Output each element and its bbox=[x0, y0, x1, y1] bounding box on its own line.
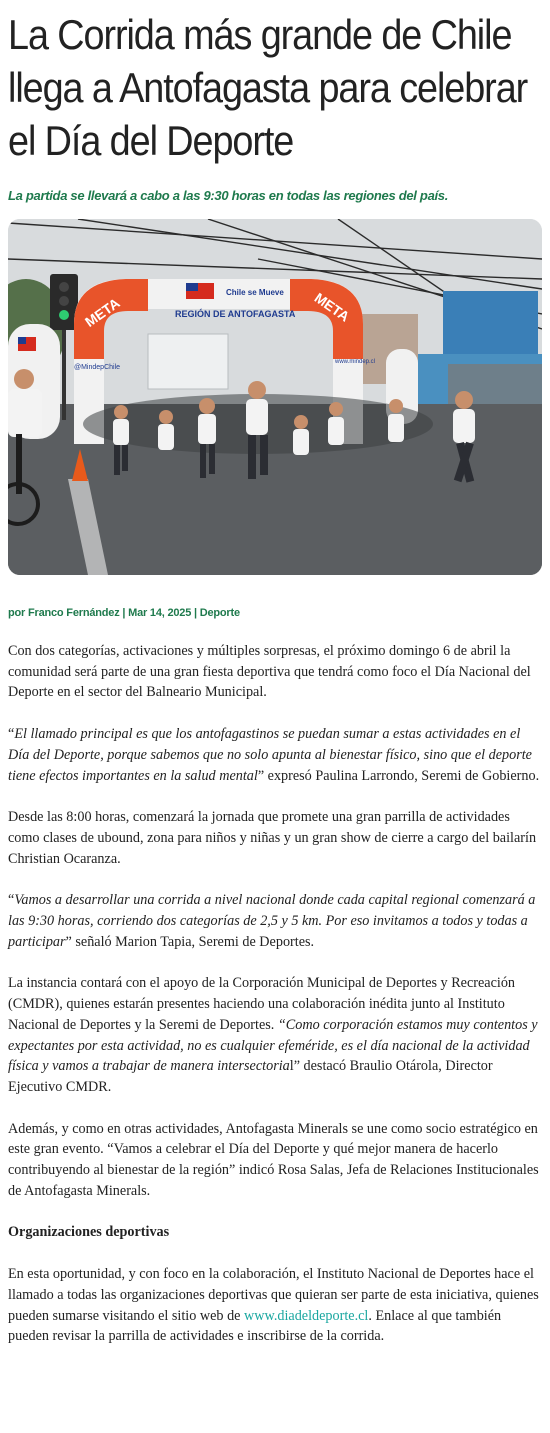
hero-photo-illustration bbox=[8, 219, 542, 575]
balloon-web: www.mindep.cl bbox=[335, 359, 376, 365]
article-body bbox=[8, 641, 542, 1347]
arch-banner: REGIÓN DE ANTOFAGASTA bbox=[175, 309, 296, 319]
arch-logo: Chile se Mueve bbox=[226, 288, 284, 297]
paragraph: Además, y como en otras actividades, Antofagasta Minerals se une como socio estratégico en este gran evento. “Vamos a celebrar el Día del Deporte y qué mejor manera de hacerlo contribuyendo al bienestar de la región” indicó Rosa Salas, Jefa de Relaciones Institucionales de Antofagasta Minerals. bbox=[8, 1120, 539, 1199]
building bbox=[148, 334, 228, 389]
arch-right-label: META bbox=[311, 289, 353, 325]
paragraph-quote bbox=[8, 890, 542, 952]
hero-photo bbox=[8, 219, 542, 575]
section-heading: Organizaciones deportivas bbox=[8, 1224, 170, 1241]
paragraph: Con dos categorías, activaciones y múltiples sorpresas, el próximo domingo 6 de abril la comunidad será parte de una gran fiesta deportiva que tendrá como foco el Día Nacional del Deporte en el sector del Balneario Municipal. bbox=[8, 643, 531, 701]
paragraph-rest: . Enlace al que también pueden revisar la parrilla de actividades e inscribirse de la corrida. bbox=[8, 1307, 502, 1345]
paragraph-lead: En esta oportunidad, y con foco en la colaboración, el Instituto Nacional de Deportes hace el llamado a todas las organizaciones deportivas que quieran ser parte de esta iniciativa, quienes pueden sumarse visitando el sitio web de bbox=[8, 1266, 539, 1324]
balloon-handle: @MindepChile bbox=[74, 364, 121, 371]
paragraph-lead: La instancia contará con el apoyo de la Corporación Municipal de Deportes y Recreación (CMDR), quienes estarán presentes haciendo una colaboración inédita junto al Instituto Nacional de Deportes y la Seremi de Deportes. bbox=[8, 975, 516, 1033]
billboard bbox=[443, 291, 538, 357]
quote-text: El llamado principal es que los antofagastinos se puedan sumar a estas actividades en el Día del Deporte, porque sabemos que no solo apunta al bienestar físico, sino que el deporte tiene efectos importantes en la salud mental bbox=[8, 726, 532, 784]
arch-left-label: META bbox=[81, 294, 123, 330]
paragraph-quote bbox=[8, 724, 542, 786]
paragraph-with-link bbox=[8, 1264, 542, 1347]
quote-attribution: ” expresó Paulina Larrondo, Seremi de Gobierno. bbox=[257, 767, 540, 784]
quote-attribution: l” destacó Braulio Otárola, Director Ejecutivo CMDR. bbox=[8, 1058, 493, 1095]
quote-text: Vamos a desarrollar una corrida a nivel nacional donde cada capital regional comenzará a las 9:30 horas, corriendo dos categorías de 2,5 y 5 km. Por eso invitamos a todos y todas a participar bbox=[8, 892, 536, 950]
article-byline: por Franco Fernández | Mar 14, 2025 | Deporte bbox=[8, 607, 240, 619]
paragraph-quote bbox=[8, 973, 542, 1097]
quote-text: “Como corporación estamos muy contentos y expectantes por esta actividad, no es cualquier efeméride, es el día nacional de la actividad física y vamos a trabajar de manera intersectoria bbox=[8, 1016, 538, 1075]
paragraph: Desde las 8:00 horas, comenzará la jornada que promete una gran parrilla de actividades como clases de ubound, zona para niños y niñas y un gran show de cierre a cargo del bailarín Christian Ocaranza. bbox=[8, 809, 537, 867]
quote-open: “ bbox=[8, 726, 15, 743]
quote-open: “ bbox=[8, 892, 15, 909]
article-subtitle: La partida se llevará a cabo a las 9:30 horas en todas las regiones del país. bbox=[8, 188, 449, 203]
quote-attribution: ” señaló Marion Tapia, Seremi de Deportes. bbox=[65, 933, 315, 950]
article-headline: La Corrida más grande de Chile llega a Antofagasta para celebrar el Día del Deporte bbox=[8, 11, 528, 164]
website-link[interactable]: www.diadeldeporte.cl bbox=[244, 1307, 369, 1324]
